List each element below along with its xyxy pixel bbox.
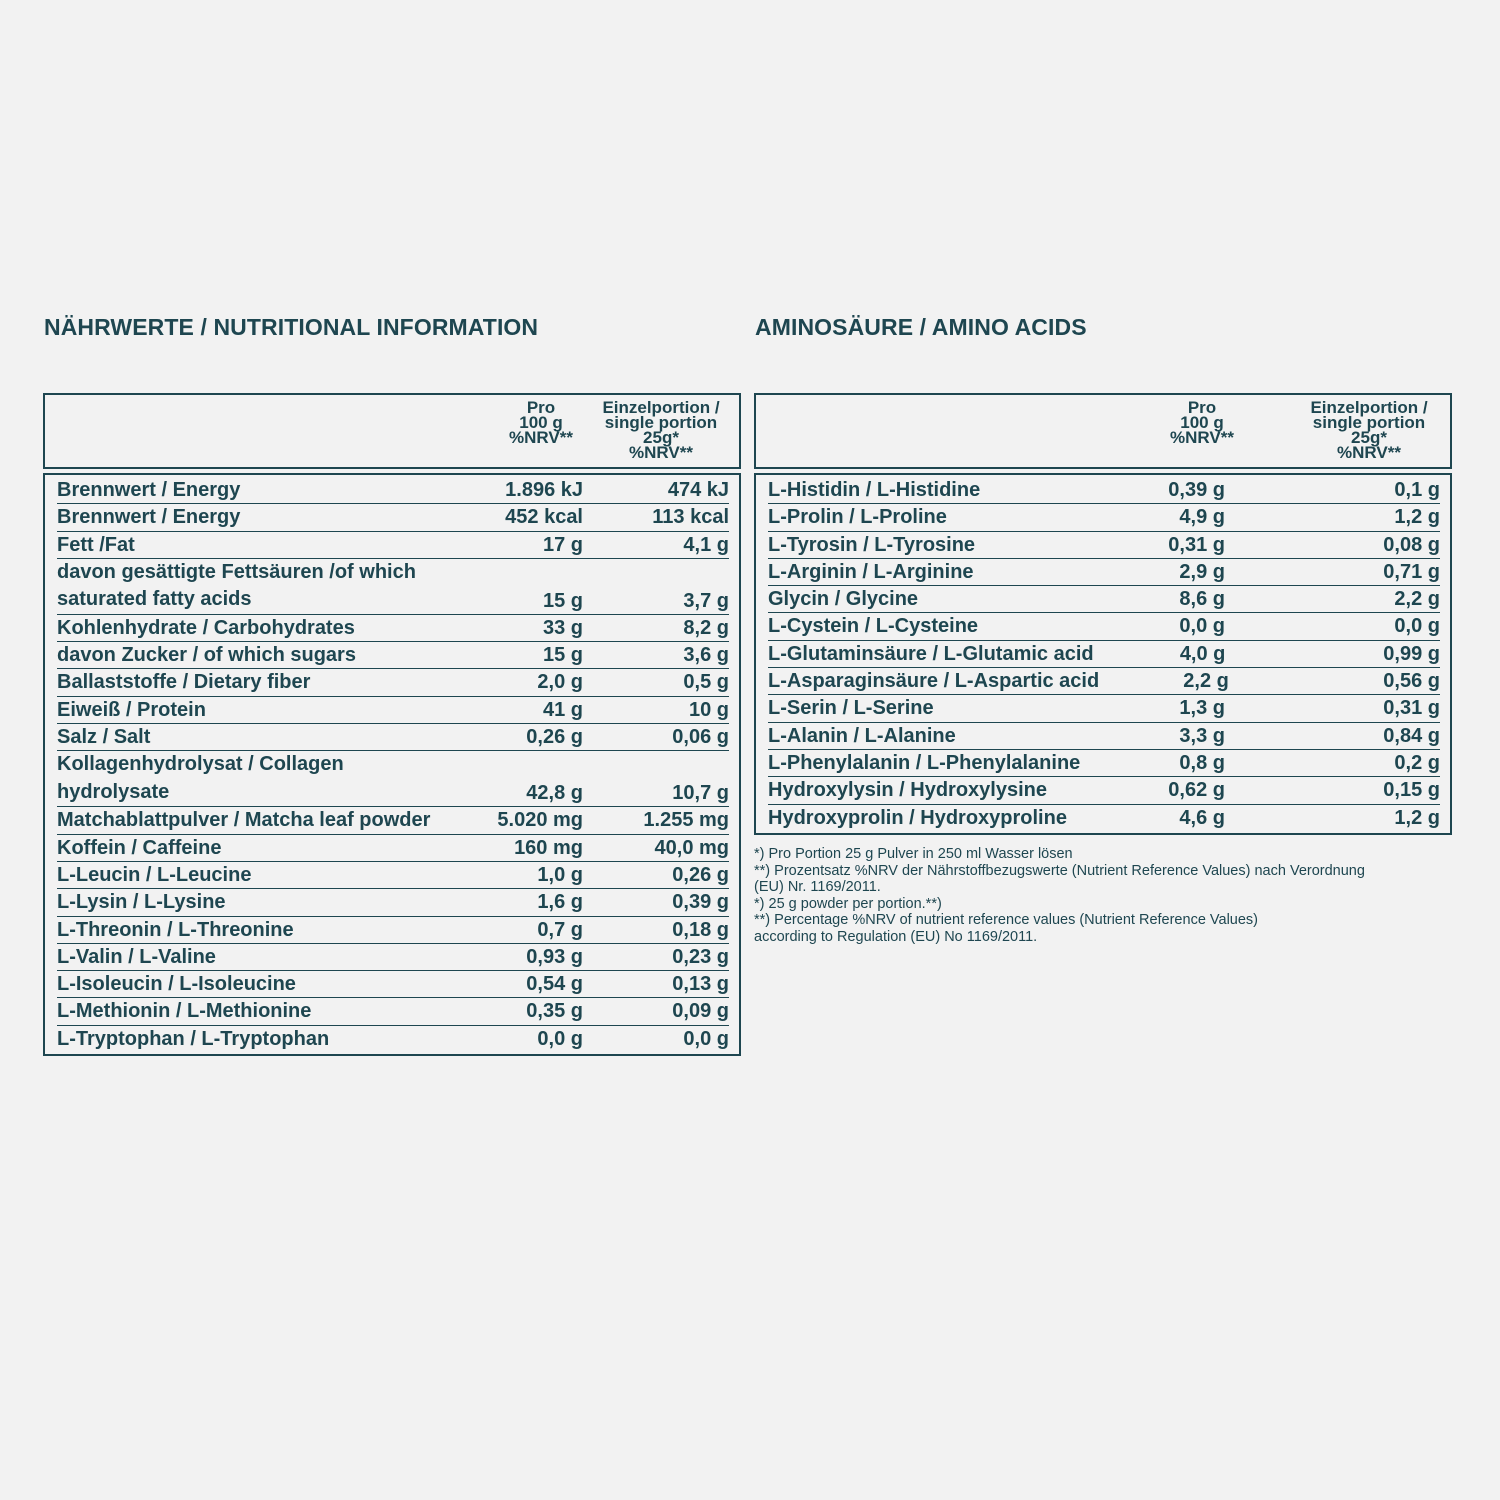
header-line: %NRV** — [1170, 428, 1234, 447]
row-label: L-Arginin / L-Arginine — [768, 560, 974, 583]
table-row — [57, 615, 729, 642]
footnote-line: *) 25 g powder per portion.**) — [754, 895, 942, 912]
row-value-per100g: 452 kcal — [505, 506, 583, 529]
row-value-portion: 0,1 g — [1394, 479, 1440, 501]
row-value-per100g: 0,54 g — [526, 973, 583, 996]
header-line: %NRV** — [629, 443, 693, 462]
row-value-portion: 0,31 g — [1383, 697, 1440, 720]
amino-table — [754, 393, 1452, 835]
row-value-portion: 474 kJ — [667, 479, 729, 501]
table-row — [57, 642, 729, 669]
row-value-per100g: 4,6 g — [1179, 806, 1225, 829]
table-row — [768, 805, 1440, 831]
row-value-portion: 0,26 g — [672, 863, 729, 886]
nutrition-table-header — [43, 393, 741, 469]
row-value-per100g: 1.896 kJ — [505, 479, 583, 501]
row-value-per100g: 0,62 g — [1168, 779, 1225, 802]
row-label: L-Isoleucin / L-Isoleucine — [57, 973, 296, 996]
row-value-portion: 0,18 g — [672, 918, 729, 941]
table-row — [57, 669, 729, 696]
table-row — [768, 641, 1440, 668]
row-value-portion: 4,1 g — [683, 533, 729, 556]
row-value-per100g: 4,0 g — [1179, 642, 1226, 665]
row-label: Hydroxyprolin / Hydroxyproline — [768, 806, 1067, 829]
header-line: Pro — [526, 398, 556, 417]
row-label: davon Zucker / of which sugars — [57, 644, 356, 667]
row-label: Kollagenhydrolysat / Collagen hydrolysate — [57, 753, 344, 803]
row-value-portion: 0,71 g — [1383, 560, 1440, 583]
table-row — [57, 917, 729, 944]
amino-col-portion-header — [1299, 400, 1439, 460]
row-label: L-Valin / L-Valine — [57, 945, 216, 968]
row-value-per100g: 15 g — [542, 644, 583, 667]
table-row — [57, 724, 729, 751]
row-label: davon gesättigte Fettsäuren /of which saturated fatty acids — [57, 560, 416, 611]
row-label: Brennwert / Energy — [57, 506, 241, 529]
table-row — [57, 751, 729, 807]
row-value-portion: 1.255 mg — [643, 809, 729, 832]
footnote-line: *) Pro Portion 25 g Pulver in 250 ml Wasser lösen — [754, 846, 1073, 862]
row-value-per100g: 1,3 g — [1179, 697, 1225, 720]
row-label: Glycin / Glycine — [768, 588, 919, 611]
row-label: L-Serin / L-Serine — [768, 697, 934, 720]
row-value-per100g: 1,0 g — [537, 863, 583, 886]
header-line: 25g* — [643, 428, 679, 447]
table-row — [768, 777, 1440, 804]
row-label: Kohlenhydrate / Carbohydrates — [57, 616, 355, 639]
header-line: Pro — [1187, 398, 1217, 417]
header-line: Einzelportion / — [1310, 398, 1428, 417]
row-value-per100g: 0,7 g — [537, 918, 583, 941]
row-label: Fett /Fat — [57, 533, 135, 556]
header-line: 100 g — [519, 413, 563, 432]
row-value-portion: 0,0 g — [1394, 615, 1440, 638]
table-row — [768, 613, 1440, 640]
row-label: Eiweiß / Protein — [57, 698, 206, 721]
table-row — [57, 862, 729, 889]
row-value-per100g: 0,31 g — [1168, 533, 1225, 556]
table-row — [57, 889, 729, 916]
header-line: single portion — [604, 413, 718, 432]
row-value-per100g: 2,2 g — [1183, 670, 1229, 693]
table-row — [57, 559, 729, 615]
table-row — [57, 697, 729, 724]
table-row — [57, 944, 729, 971]
row-label: L-Methionin / L-Methionine — [57, 1000, 312, 1023]
row-label: L-Cystein / L-Cysteine — [768, 615, 979, 638]
row-value-per100g: 160 mg — [514, 836, 583, 859]
row-label: L-Tyrosin / L-Tyrosine — [768, 533, 976, 556]
footnote-line: (EU) Nr. 1169/2011. — [754, 879, 881, 895]
row-value-portion: 0,23 g — [672, 945, 729, 968]
table-row — [768, 695, 1440, 722]
row-value-per100g: 0,0 g — [1179, 615, 1225, 638]
table-row — [768, 504, 1440, 531]
table-row — [57, 835, 729, 862]
row-value-portion: 3,7 g — [683, 589, 729, 612]
amino-col-per100-header — [1152, 400, 1252, 445]
row-value-portion: 1,2 g — [1394, 806, 1440, 829]
header-line: 25g* — [1351, 428, 1387, 447]
row-value-per100g: 2,0 g — [537, 671, 583, 694]
row-label: L-Asparaginsäure / L-Aspartic acid — [768, 670, 1100, 693]
header-line: %NRV** — [1337, 443, 1401, 462]
row-label: Brennwert / Energy — [57, 479, 241, 501]
row-value-per100g: 0,0 g — [537, 1027, 583, 1050]
row-value-portion: 0,06 g — [672, 726, 729, 749]
table-row — [57, 807, 729, 834]
row-value-portion: 0,84 g — [1383, 724, 1440, 747]
row-label: Hydroxylysin / Hydroxylysine — [768, 779, 1048, 802]
row-label: L-Glutaminsäure / L-Glutamic acid — [768, 642, 1094, 665]
row-value-portion: 10 g — [688, 698, 729, 721]
table-row — [768, 532, 1440, 559]
header-line: %NRV** — [509, 428, 573, 447]
nutrition-col-portion-header — [591, 400, 731, 460]
nutrition-col-per100-header — [501, 400, 581, 445]
footnote-line: **) Percentage %NRV of nutrient reference values (Nutrient Reference Values) — [754, 912, 1258, 928]
table-row — [768, 477, 1440, 504]
row-value-portion: 8,2 g — [683, 616, 729, 639]
row-label: L-Threonin / L-Threonine — [57, 918, 294, 941]
footnote-line: according to Regulation (EU) No 1169/2011. — [754, 928, 1038, 945]
row-value-per100g: 3,3 g — [1179, 724, 1225, 747]
row-value-portion: 0,15 g — [1383, 779, 1440, 802]
table-row — [768, 586, 1440, 613]
amino-table-body — [754, 473, 1452, 835]
table-row — [57, 532, 729, 559]
table-row — [768, 559, 1440, 586]
row-value-portion: 0,09 g — [672, 1000, 729, 1023]
table-row — [57, 971, 729, 998]
row-value-portion: 0,2 g — [1394, 751, 1440, 774]
nutrition-title: NÄHRWERTE / NUTRITIONAL INFORMATION — [44, 314, 539, 340]
row-value-per100g: 8,6 g — [1179, 588, 1225, 611]
row-label: L-Lysin / L-Lysine — [57, 891, 226, 914]
table-row — [768, 723, 1440, 750]
row-value-per100g: 17 g — [542, 533, 583, 556]
row-value-per100g: 0,8 g — [1179, 751, 1225, 774]
footnote-line: **) Prozentsatz %NRV der Nährstoffbezugswerte (Nutrient Reference Values) nach Verordnung — [754, 862, 1365, 879]
nutrition-table — [43, 393, 741, 1056]
table-row — [768, 750, 1440, 777]
row-label: L-Leucin / L-Leucine — [57, 863, 252, 886]
row-label: Salz / Salt — [57, 726, 151, 749]
row-label: L-Histidin / L-Histidine — [768, 479, 981, 501]
row-value-per100g: 42,8 g — [526, 782, 583, 805]
row-value-portion: 0,13 g — [672, 973, 729, 996]
header-line: Einzelportion / — [602, 398, 720, 417]
row-value-per100g: 1,6 g — [537, 891, 583, 914]
row-value-portion: 2,2 g — [1394, 588, 1440, 611]
row-label: L-Alanin / L-Alanine — [768, 724, 956, 747]
row-value-portion: 1,2 g — [1394, 506, 1440, 529]
row-value-per100g: 15 g — [542, 589, 583, 612]
table-row — [57, 504, 729, 531]
row-value-per100g: 0,35 g — [526, 1000, 583, 1023]
row-value-per100g: 33 g — [542, 616, 583, 639]
row-value-per100g: 2,9 g — [1179, 560, 1225, 583]
row-value-portion: 10,7 g — [672, 782, 729, 805]
header-line: 100 g — [1180, 413, 1224, 432]
row-value-portion: 0,08 g — [1383, 533, 1440, 556]
amino-table-header — [754, 393, 1452, 469]
table-row — [57, 1026, 729, 1052]
row-value-per100g: 5.020 mg — [497, 809, 583, 832]
footnotes — [754, 846, 1474, 945]
row-value-portion: 40,0 mg — [654, 836, 729, 859]
row-label: L-Tryptophan / L-Tryptophan — [57, 1027, 330, 1050]
row-label: L-Prolin / L-Proline — [768, 506, 947, 529]
row-value-portion: 0,99 g — [1383, 642, 1440, 665]
row-value-per100g: 0,26 g — [526, 726, 583, 749]
row-label: Ballaststoffe / Dietary fiber — [57, 671, 311, 694]
row-value-portion: 0,5 g — [683, 671, 729, 694]
row-value-portion: 0,0 g — [683, 1027, 729, 1050]
row-label: Matchablattpulver / Matcha leaf powder — [57, 809, 431, 832]
table-row — [57, 477, 729, 504]
row-label: L-Phenylalanin / L-Phenylalanine — [768, 751, 1081, 774]
row-label: Koffein / Caffeine — [57, 836, 222, 859]
table-row — [768, 668, 1440, 695]
row-value-portion: 0,39 g — [672, 891, 729, 914]
row-value-portion: 113 kcal — [652, 506, 729, 529]
table-row — [57, 998, 729, 1025]
row-value-per100g: 0,39 g — [1168, 479, 1225, 501]
header-line: single portion — [1312, 413, 1426, 432]
row-value-portion: 3,6 g — [683, 644, 729, 667]
row-value-portion: 0,56 g — [1383, 670, 1440, 693]
row-value-per100g: 0,93 g — [526, 945, 583, 968]
nutrition-table-body — [43, 473, 741, 1056]
amino-title: AMINOSÄURE / AMINO ACIDS — [755, 314, 1087, 340]
row-value-per100g: 4,9 g — [1179, 506, 1225, 529]
row-value-per100g: 41 g — [542, 698, 583, 721]
